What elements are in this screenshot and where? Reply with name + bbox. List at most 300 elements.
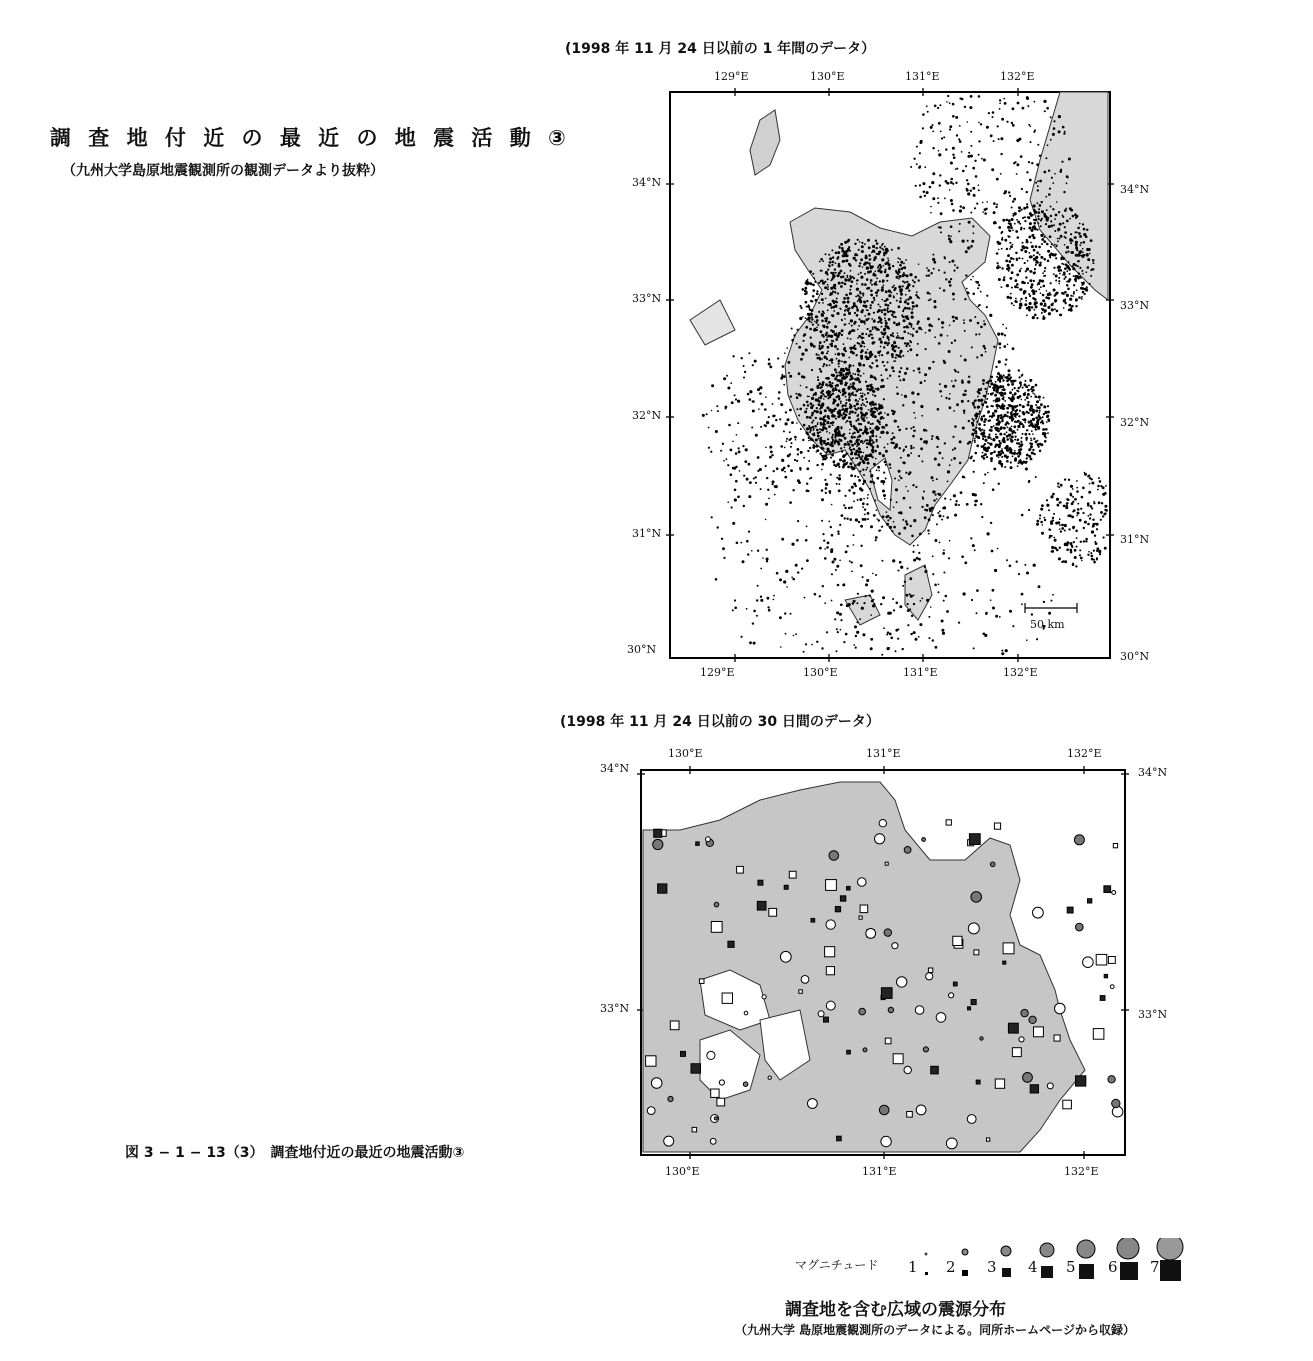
epicenter-dot (999, 102, 1001, 104)
epicenter-dot (797, 448, 800, 451)
epicenter-dot (822, 282, 825, 285)
epicenter-dot (1006, 460, 1009, 463)
epicenter-dot (906, 317, 909, 320)
epicenter-dot (909, 296, 912, 299)
epicenter-dot (918, 636, 920, 638)
epicenter-dot (868, 254, 871, 257)
epicenter-dot (822, 422, 825, 425)
epicenter-dot (881, 309, 883, 311)
epicenter-dot (917, 343, 919, 345)
epicenter-dot (831, 264, 833, 266)
epicenter-dot (762, 557, 764, 559)
epicenter-dot (814, 281, 816, 283)
epicenter-dot (896, 272, 898, 274)
epicenter-dot (1007, 264, 1010, 267)
epicenter-dot (730, 473, 733, 476)
epicenter-dot (1072, 563, 1074, 565)
epicenter-dot (1053, 120, 1055, 122)
epicenter-dot (847, 248, 850, 251)
epicenter-dot (744, 371, 746, 373)
epicenter-dot (854, 378, 857, 381)
epicenter-dot (1055, 245, 1057, 247)
epicenter-dot (913, 603, 915, 605)
epicenter-dot (859, 618, 861, 620)
epicenter-dot (968, 376, 970, 378)
epicenter-dot (878, 329, 880, 331)
epicenter-dot (791, 328, 793, 330)
epicenter-dot (1030, 420, 1032, 422)
epicenter-dot (1035, 245, 1038, 248)
epicenter-dot (1064, 274, 1066, 276)
epicenter-dot (868, 454, 870, 456)
epicenter-dot (907, 609, 910, 612)
epicenter-dot (854, 253, 857, 256)
epicenter-dot (848, 323, 850, 325)
epicenter-dot (878, 530, 880, 532)
epicenter-dot (920, 405, 923, 408)
epicenter-dot (974, 440, 976, 442)
epicenter-dot (978, 140, 980, 142)
epicenter-dot (943, 136, 945, 138)
epicenter-dot (1011, 302, 1013, 304)
epicenter-dot (938, 122, 941, 125)
epicenter-dot (875, 291, 878, 294)
epicenter-dot (993, 222, 995, 224)
source-title: 調査地を含む広域の震源分布 (785, 1300, 1006, 1320)
epicenter-dot (831, 600, 833, 602)
epicenter-dot (785, 570, 788, 573)
epicenter-dot (891, 637, 894, 640)
epicenter-dot (835, 371, 837, 373)
epicenter-dot (877, 289, 880, 292)
epicenter-dot (1082, 512, 1084, 514)
epicenter-dot (1011, 426, 1013, 428)
epicenter-dot (938, 150, 940, 152)
epicenter-dot (834, 345, 837, 348)
epicenter-dot (1000, 463, 1003, 466)
epicenter-dot (950, 499, 952, 501)
epicenter-dot (865, 398, 867, 400)
epicenter-dot (1081, 560, 1083, 562)
epicenter-dot (867, 494, 869, 496)
epicenter-dot (890, 334, 893, 337)
epicenter-dot (860, 355, 863, 358)
epicenter-dot (900, 297, 902, 299)
epicenter-dot (961, 400, 964, 403)
epicenter-dot (1012, 347, 1015, 350)
epicenter-dot (769, 456, 772, 459)
epicenter-dot (882, 281, 884, 283)
epicenter-dot (982, 435, 984, 437)
epicenter-dot (850, 449, 852, 451)
epicenter-dot (1016, 259, 1018, 261)
epicenter-dot (804, 410, 807, 413)
epicenter-dot (1089, 283, 1091, 285)
epicenter-dot (1000, 173, 1002, 175)
epicenter-dot (906, 307, 908, 309)
epicenter-dot (1037, 202, 1039, 204)
epicenter-dot (1018, 449, 1021, 452)
epicenter-dot (829, 408, 832, 411)
epicenter-dot (930, 126, 933, 129)
epicenter-dot (1020, 268, 1022, 270)
epicenter-dot (1104, 505, 1107, 508)
epicenter-dot (1046, 290, 1048, 292)
epicenter-dot (1020, 421, 1022, 423)
map-top-lat-left-34: 34°N (632, 176, 662, 189)
epicenter-dot (1002, 387, 1004, 389)
epicenter-dot (971, 456, 973, 458)
epicenter-dot (848, 357, 850, 359)
epicenter-dot (897, 335, 899, 337)
epicenter-dot (847, 466, 850, 469)
epicenter-dot (916, 557, 919, 560)
epicenter-dot (853, 467, 856, 470)
epicenter-dot (876, 518, 878, 520)
epicenter-dot (877, 410, 879, 412)
epicenter-dot (838, 477, 841, 480)
epicenter-dot (1024, 380, 1026, 382)
epicenter-dot (1052, 493, 1055, 496)
epicenter-dot (1053, 267, 1055, 269)
epicenter-dot (956, 318, 958, 320)
epicenter-dot (887, 378, 889, 380)
epicenter-dot (818, 302, 820, 304)
epicenter-dot (1037, 426, 1040, 429)
epicenter-dot (937, 512, 939, 514)
epicenter-dot (1075, 298, 1078, 301)
epicenter-dot (1006, 431, 1008, 433)
epicenter-dot (772, 415, 775, 418)
epicenter-dot (1076, 289, 1078, 291)
epicenter-dot (822, 533, 824, 535)
epicenter-dot (806, 467, 809, 470)
epicenter-dot (998, 249, 1000, 251)
epicenter-dot (1011, 271, 1014, 274)
epicenter-dot (832, 450, 835, 453)
epicenter-dot (1032, 316, 1035, 319)
epicenter-dot (997, 548, 999, 550)
epicenter-dot (857, 463, 860, 466)
epicenter-dot (943, 600, 945, 602)
epicenter-dot (1076, 546, 1078, 548)
epicenter-dot (1021, 375, 1023, 377)
epicenter-dot (872, 604, 875, 607)
epicenter-dot (1033, 272, 1036, 275)
epicenter-dot (816, 319, 819, 322)
epicenter-dot (905, 345, 907, 347)
epicenter-dot (753, 642, 756, 645)
epicenter-dot (870, 307, 872, 309)
epicenter-dot (1013, 162, 1015, 164)
epicenter-dot (1020, 303, 1022, 305)
epicenter-dot (736, 434, 738, 436)
epicenter-dot (1076, 490, 1079, 493)
epicenter-dot (1063, 133, 1065, 135)
epicenter-dot (1027, 401, 1029, 403)
epicenter-dot (815, 394, 817, 396)
epicenter-dot (881, 331, 883, 333)
epicenter-dot (928, 616, 930, 618)
epicenter-dot (986, 456, 988, 458)
epicenter-dot (796, 408, 798, 410)
epicenter-dot (885, 263, 888, 266)
epicenter-dot (1034, 393, 1036, 395)
epicenter-dot (1051, 308, 1054, 311)
epicenter-dot (914, 430, 916, 432)
epicenter-dot (910, 333, 912, 335)
epicenter-dot (836, 483, 838, 485)
epicenter-dot (1057, 504, 1060, 507)
epicenter-dot (934, 336, 936, 338)
epicenter-dot (771, 454, 773, 456)
epicenter-dot (1035, 476, 1037, 478)
epicenter-dot (937, 107, 939, 109)
epicenter-dot (998, 342, 1001, 345)
epicenter-dot (942, 457, 944, 459)
epicenter-dot (1067, 251, 1069, 253)
epicenter-dot (927, 292, 930, 295)
epicenter-dot (898, 278, 900, 280)
epicenter-dot (906, 299, 908, 301)
epicenter-dot (757, 550, 759, 552)
epicenter-dot (893, 526, 896, 529)
epicenter-dot (1041, 532, 1044, 535)
epicenter-dot (985, 439, 988, 442)
map-top-lon-bottom-129: 129°E (700, 666, 735, 679)
epicenter-dot (1067, 288, 1070, 291)
epicenter-dot (973, 460, 975, 462)
epicenter-dot (711, 516, 713, 518)
epicenter-dot (1059, 501, 1061, 503)
epicenter-dot (835, 262, 837, 264)
epicenter-dot (826, 631, 828, 633)
epicenter-dot (882, 515, 885, 518)
epicenter-dot (1016, 561, 1018, 563)
epicenter-dot (806, 559, 809, 562)
epicenter-dot (987, 442, 989, 444)
epicenter-dot (940, 231, 942, 233)
epicenter-dot (853, 600, 856, 603)
epicenter-dot (827, 286, 829, 288)
epicenter-dot (913, 559, 916, 562)
epicenter-dot (822, 455, 824, 457)
epicenter-dot (797, 479, 800, 482)
epicenter-dot (909, 507, 911, 509)
epicenter-dot (1044, 110, 1046, 112)
epicenter-dot (1016, 442, 1018, 444)
epicenter-dot (757, 456, 760, 459)
epicenter-dot (836, 404, 839, 407)
epicenter-dot (883, 426, 886, 429)
epicenter-dot (847, 368, 850, 371)
epicenter-dot (803, 424, 806, 427)
epicenter-dot (1003, 374, 1005, 376)
epicenter-dot (864, 262, 867, 265)
epicenter-dot (874, 274, 877, 277)
epicenter-dot (937, 202, 939, 204)
epicenter-dot (835, 338, 838, 341)
epicenter-dot (893, 521, 895, 523)
epicenter-dot (906, 281, 908, 283)
epicenter-dot (1017, 396, 1020, 399)
epicenter-dot (992, 116, 994, 118)
epicenter-dot (1016, 252, 1018, 254)
epicenter-dot (878, 304, 880, 306)
epicenter-dot (876, 388, 879, 391)
epicenter-dot (1053, 273, 1055, 275)
epicenter-dot (919, 298, 921, 300)
epicenter-dot (846, 399, 848, 401)
epicenter-dot (826, 326, 829, 329)
epicenter-dot (1080, 250, 1082, 252)
epicenter-dot (824, 602, 826, 604)
epicenter-dot (856, 439, 858, 441)
epicenter-dot (734, 599, 736, 601)
epicenter-dot (1001, 456, 1003, 458)
epicenter-dot (1006, 219, 1009, 222)
epicenter-dot (1007, 426, 1009, 428)
epicenter-dot (737, 496, 740, 499)
epicenter-dot (849, 421, 852, 424)
epicenter-dot (819, 382, 821, 384)
epicenter-dot (847, 441, 849, 443)
epicenter-dot (854, 443, 856, 445)
epicenter-dot (748, 463, 751, 466)
epicenter-dot (883, 627, 885, 629)
epicenter-dot (954, 425, 957, 428)
epicenter-dot (830, 457, 832, 459)
epicenter-dot (954, 339, 956, 341)
epicenter-dot (1084, 521, 1087, 524)
epicenter-dot (986, 126, 989, 129)
epicenter-dot (936, 523, 938, 525)
epicenter-dot (975, 281, 977, 283)
epicenter-dot (910, 525, 912, 527)
epicenter-dot (1092, 262, 1094, 264)
epicenter-dot (1030, 445, 1033, 448)
epicenter-dot (880, 374, 882, 376)
epicenter-dot (1091, 507, 1093, 509)
epicenter-dot (976, 589, 979, 592)
epicenter-dot (844, 318, 846, 320)
epicenter-dot (795, 633, 797, 635)
epicenter-dot (834, 325, 837, 328)
epicenter-dot (862, 403, 864, 405)
map-bottom-lon-top-131: 131°E (866, 747, 901, 760)
epicenter-dot (866, 278, 869, 281)
epicenter-dot (897, 426, 899, 428)
epicenter-dot (779, 418, 781, 420)
epicenter-dot (996, 204, 998, 206)
epicenter-dot (717, 526, 719, 528)
epicenter-dot (881, 258, 884, 261)
epicenter-dot (975, 333, 977, 335)
epicenter-dot (1044, 270, 1046, 272)
epicenter-dot (838, 411, 841, 414)
epicenter-dot (1047, 306, 1050, 309)
epicenter-dot (1010, 376, 1012, 378)
epicenter-dot (1018, 451, 1021, 454)
epicenter-dot (976, 612, 978, 614)
epicenter-dot (845, 309, 847, 311)
epicenter-dot (830, 441, 833, 444)
epicenter-dot (884, 246, 886, 248)
epicenter-dot (860, 395, 863, 398)
epicenter-dot (1076, 232, 1078, 234)
epicenter-dot (907, 332, 909, 334)
epicenter-dot (978, 184, 980, 186)
epicenter-dot (800, 385, 802, 387)
epicenter-dot (1089, 513, 1091, 515)
epicenter-dot (1098, 550, 1101, 553)
epicenter-dot (917, 320, 920, 323)
epicenter-dot (1070, 242, 1072, 244)
epicenter-dot (844, 495, 846, 497)
map-top-lat-right-33: 33°N (1120, 299, 1150, 312)
epicenter-dot (892, 370, 894, 372)
epicenter-dot (862, 295, 864, 297)
epicenter-dot (827, 323, 829, 325)
epicenter-dot (857, 374, 859, 376)
epicenter-dot (1081, 270, 1083, 272)
epicenter-dot (940, 334, 943, 337)
epicenter-dot (982, 438, 984, 440)
epicenter-dot (899, 561, 902, 564)
epicenter-dot (979, 411, 981, 413)
epicenter-dot (881, 311, 883, 313)
epicenter-dot (887, 519, 889, 521)
epicenter-dot (821, 463, 824, 466)
epicenter-dot (949, 406, 952, 409)
epicenter-dot (1001, 231, 1003, 233)
epicenter-dot (859, 241, 861, 243)
epicenter-dot (723, 460, 725, 462)
epicenter-dot (755, 482, 757, 484)
epicenter-dot (963, 592, 966, 595)
epicenter-dot (842, 377, 844, 379)
epicenter-dot (836, 650, 838, 652)
epicenter-dot (884, 269, 886, 271)
epicenter-dot (975, 452, 978, 455)
epicenter-dot (978, 427, 981, 430)
epicenter-dot (728, 465, 730, 467)
epicenter-dot (1023, 384, 1025, 386)
epicenter-dot (1041, 504, 1044, 507)
epicenter-dot (844, 324, 846, 326)
epicenter-dot (948, 235, 950, 237)
epicenter-dot (849, 264, 852, 267)
epicenter-dot (734, 498, 737, 501)
epicenter-dot (822, 325, 824, 327)
epicenter-dot (974, 442, 976, 444)
epicenter-dot (941, 321, 944, 324)
epicenter-dot (819, 359, 821, 361)
epicenter-dot (725, 406, 728, 409)
epicenter-dot (911, 316, 914, 319)
epicenter-dot (872, 326, 874, 328)
epicenter-dot (1100, 519, 1102, 521)
epicenter-dot (871, 600, 874, 603)
epicenter-dot (927, 269, 930, 272)
epicenter-dot (906, 275, 908, 277)
epicenter-dot (1040, 286, 1042, 288)
epicenter-dot (822, 585, 824, 587)
epicenter-dot (1072, 295, 1074, 297)
epicenter-dot (920, 381, 923, 384)
epicenter-dot (918, 552, 920, 554)
epicenter-dot (934, 458, 937, 461)
